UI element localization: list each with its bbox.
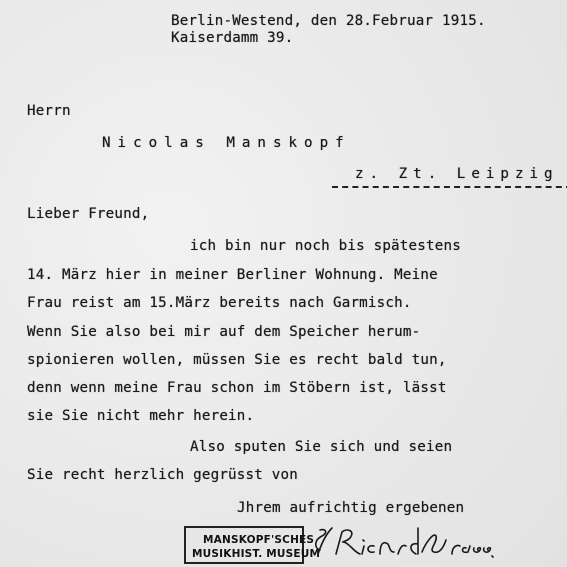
- body-line-5: spionieren wollen, müssen Sie es recht bald tun,: [27, 352, 447, 368]
- stamp-line-1: MANSKOPF'SCHES: [203, 534, 315, 546]
- body-line-3: Frau reist am 15.März bereits nach Garmisch.: [27, 295, 412, 311]
- stamp-line-2: MUSIKHIST. MUSEUM: [192, 548, 321, 560]
- body-line-2: 14. März hier in meiner Berliner Wohnung. Meine: [27, 267, 438, 283]
- address-line: Kaiserdamm 39.: [171, 30, 294, 46]
- body-line-9: Sie recht herzlich gegrüsst von: [27, 467, 298, 483]
- body-line-8: Also sputen Sie sich und seien: [190, 439, 453, 455]
- closing-line: Jhrem aufrichtig ergebenen: [237, 500, 465, 516]
- body-line-1: ich bin nur noch bis spätestens: [190, 238, 461, 254]
- body-line-4: Wenn Sie also bei mir auf dem Speicher herum-: [27, 324, 421, 340]
- body-line-6: denn wenn meine Frau schon im Stöbern ist, lässt: [27, 380, 447, 396]
- location-underline: [332, 186, 567, 188]
- date-line: Berlin-Westend, den 28.Februar 1915.: [171, 13, 486, 29]
- recipient-name: Nicolas Manskopf: [102, 135, 351, 151]
- salutation-herrn: Herrn: [27, 103, 71, 119]
- recipient-location: z. Zt. Leipzig: [355, 166, 559, 182]
- signature-image: [306, 520, 496, 564]
- body-line-7: sie Sie nicht mehr herein.: [27, 408, 255, 424]
- museum-stamp: [184, 526, 321, 564]
- greeting: Lieber Freund,: [27, 206, 150, 222]
- signature: [306, 520, 496, 567]
